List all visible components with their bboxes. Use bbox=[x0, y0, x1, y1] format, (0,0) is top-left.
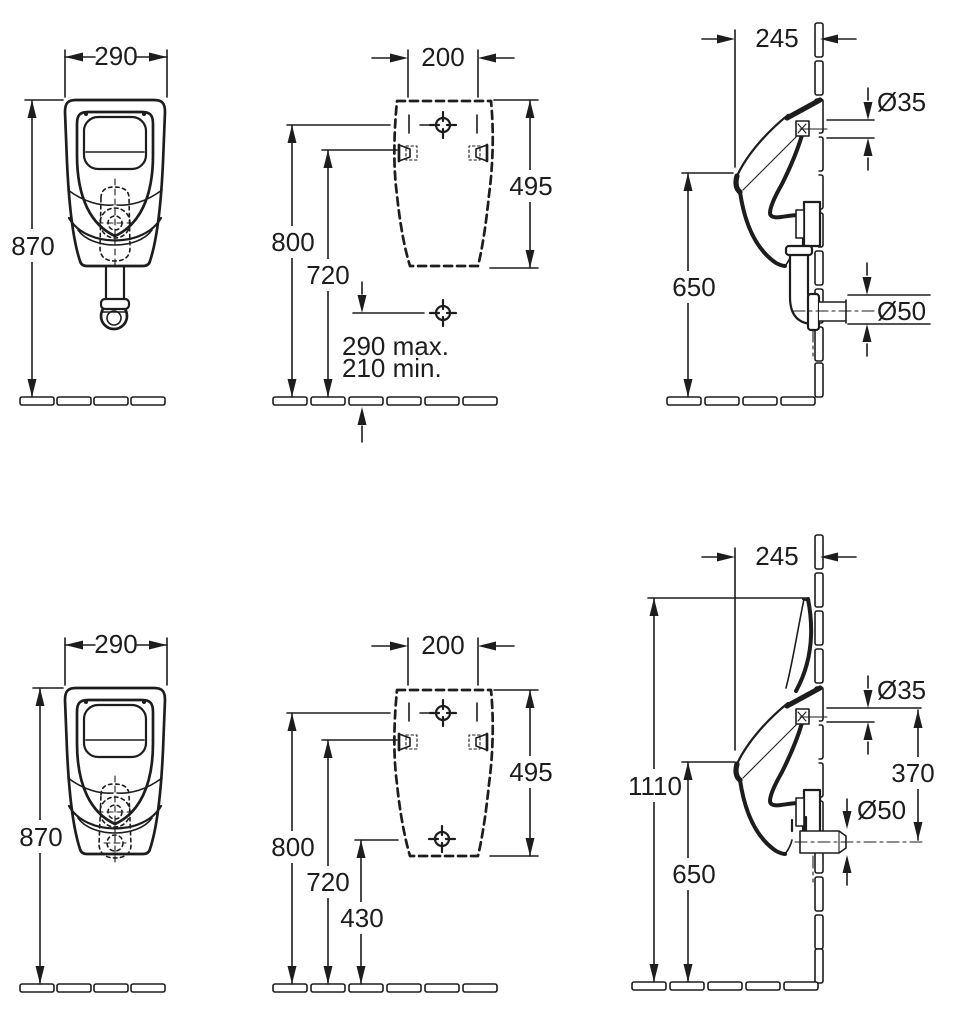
reference-lines bbox=[827, 120, 874, 138]
arrow-down-icon bbox=[358, 295, 367, 313]
floor-tile bbox=[425, 397, 459, 405]
dim-label-depth: 245 bbox=[755, 23, 799, 53]
floor-tile bbox=[746, 982, 780, 990]
dim-label-430: 430 bbox=[340, 903, 384, 933]
dim-template-height-495 bbox=[490, 100, 553, 268]
arrow-up-icon bbox=[650, 598, 659, 616]
dim-label-inlet-dia: Ø35 bbox=[877, 87, 927, 117]
dim-label-495: 495 bbox=[509, 171, 553, 201]
floor-tile bbox=[463, 397, 497, 405]
arrow-left-icon bbox=[65, 53, 83, 62]
spreader-dot-right bbox=[142, 700, 146, 704]
arrow-right-icon bbox=[149, 53, 167, 62]
spreader-dot-left bbox=[84, 112, 88, 116]
inlet-hole-crosshair bbox=[430, 112, 456, 138]
wall-tile bbox=[815, 327, 823, 361]
fixing-bracket-left bbox=[399, 734, 417, 750]
trap-top-flange bbox=[786, 246, 812, 255]
arrow-right-icon bbox=[717, 553, 735, 562]
dim-outlet-dia-50 bbox=[848, 263, 930, 356]
arrow-left-icon bbox=[478, 54, 496, 63]
dim-label-800: 800 bbox=[271, 227, 315, 257]
dim-label-650: 650 bbox=[672, 272, 716, 302]
arrow-down-icon bbox=[288, 966, 297, 984]
wall-tile bbox=[815, 573, 823, 607]
mounting-template-top bbox=[271, 42, 553, 442]
floor-tile bbox=[743, 397, 777, 405]
wall-tile bbox=[815, 23, 823, 57]
wall-tile bbox=[815, 949, 823, 983]
arrow-up-icon bbox=[358, 407, 367, 425]
mounting-block-inner bbox=[796, 798, 804, 826]
arrow-up-icon bbox=[324, 150, 333, 168]
rim-outline bbox=[77, 700, 153, 824]
spreader-dot-left bbox=[84, 700, 88, 704]
floor-tile bbox=[425, 984, 459, 992]
fixing-bracket-right bbox=[469, 145, 487, 161]
arrow-down-icon bbox=[324, 379, 333, 397]
floor-tile bbox=[667, 397, 701, 405]
arrow-left-icon bbox=[65, 641, 83, 650]
p-trap bbox=[786, 246, 876, 356]
floor-tile bbox=[57, 397, 91, 405]
dim-outlet-height-430 bbox=[340, 840, 398, 984]
dim-label-720: 720 bbox=[306, 867, 350, 897]
dim-hole-spacing-200 bbox=[372, 630, 514, 685]
arrow-right-icon bbox=[390, 642, 408, 651]
dim-height-870 bbox=[19, 688, 63, 984]
floor-tile bbox=[131, 984, 165, 992]
floor-tiles bbox=[20, 984, 165, 992]
arrow-up-icon bbox=[36, 688, 45, 706]
floor-tiles bbox=[632, 982, 818, 990]
arrow-up-icon bbox=[914, 710, 923, 728]
dim-label-370: 370 bbox=[891, 758, 935, 788]
wall-tile bbox=[815, 535, 823, 569]
arrow-down-icon bbox=[843, 811, 852, 829]
dim-height-870 bbox=[11, 100, 63, 397]
floor-tile bbox=[670, 982, 704, 990]
floor-tile bbox=[20, 397, 54, 405]
urinal-side-profile bbox=[736, 99, 827, 267]
dim-label-outlet-dia: Ø50 bbox=[857, 795, 907, 825]
arrow-down-icon bbox=[324, 966, 333, 984]
arrow-up-icon bbox=[288, 713, 297, 731]
arrow-up-icon bbox=[864, 722, 873, 740]
floor-tile bbox=[781, 397, 815, 405]
arrow-right-icon bbox=[149, 641, 167, 650]
dim-label-width: 290 bbox=[94, 629, 138, 659]
dim-width-290 bbox=[65, 629, 167, 685]
wall-tile bbox=[815, 363, 823, 397]
wall-tile bbox=[815, 251, 823, 285]
arrow-left-icon bbox=[478, 642, 496, 651]
floor-tiles bbox=[667, 397, 815, 405]
front-view-top bbox=[11, 41, 167, 405]
arrow-down-icon bbox=[914, 822, 923, 840]
floor-tile bbox=[131, 397, 165, 405]
dim-label-1110: 1110 bbox=[628, 771, 682, 801]
arrow-up-icon bbox=[864, 138, 873, 156]
flush-pipe-cover bbox=[785, 598, 812, 693]
urinal-side-profile bbox=[736, 687, 827, 855]
floor-tile bbox=[273, 397, 307, 405]
floor-tile bbox=[94, 397, 128, 405]
arrow-up-icon bbox=[526, 690, 535, 708]
arrow-down-icon bbox=[684, 379, 693, 397]
bowl-opening bbox=[84, 705, 146, 757]
arrow-up-icon bbox=[357, 840, 366, 858]
arrow-right-icon bbox=[717, 35, 735, 44]
dim-hole-spacing-200 bbox=[372, 42, 514, 97]
dim-label-outlet-max: 290 max. bbox=[342, 331, 449, 361]
arrow-down-icon bbox=[288, 379, 297, 397]
dim-template-height-495 bbox=[490, 690, 553, 856]
outlet-siphon bbox=[101, 266, 129, 329]
dim-rim-height-650 bbox=[672, 173, 733, 397]
dim-outlet-height-range bbox=[342, 282, 449, 442]
floor-tile bbox=[632, 982, 666, 990]
dim-label-width: 290 bbox=[94, 41, 138, 71]
floor-tile bbox=[784, 982, 818, 990]
arrow-down-icon bbox=[36, 966, 45, 984]
hidden-trap-dashed bbox=[97, 179, 133, 267]
fixing-bracket-right bbox=[469, 734, 487, 750]
dim-label-inlet-dia: Ø35 bbox=[877, 675, 927, 705]
bowl-opening bbox=[84, 117, 146, 169]
arrow-down-icon bbox=[864, 102, 873, 120]
wall-tile bbox=[815, 611, 823, 645]
dim-label-720: 720 bbox=[306, 260, 350, 290]
side-view-top bbox=[667, 23, 930, 405]
dim-outlet-dia-50 bbox=[843, 795, 907, 885]
wall-tile bbox=[815, 649, 823, 683]
arrow-down-icon bbox=[28, 379, 37, 397]
dim-label-height: 870 bbox=[11, 231, 55, 261]
floor-tile bbox=[387, 984, 421, 992]
floor-tile bbox=[311, 984, 345, 992]
spreader-dot-right bbox=[142, 112, 146, 116]
rim-outline bbox=[77, 112, 153, 236]
arrow-down-icon bbox=[684, 964, 693, 982]
dim-label-spacing: 200 bbox=[421, 42, 465, 72]
floor-tile bbox=[273, 984, 307, 992]
arrow-down-icon bbox=[526, 250, 535, 268]
arrow-down-icon bbox=[864, 690, 873, 708]
front-view-bottom bbox=[19, 629, 167, 992]
floor-tile bbox=[349, 984, 383, 992]
mounting-block bbox=[804, 202, 820, 246]
dim-width-290 bbox=[65, 41, 167, 97]
floor-tile bbox=[387, 397, 421, 405]
dim-label-outlet-dia: Ø50 bbox=[877, 296, 927, 326]
cover-fill bbox=[785, 598, 812, 693]
arrow-down-icon bbox=[650, 964, 659, 982]
side-view-bottom bbox=[627, 535, 937, 990]
dim-label-495: 495 bbox=[509, 757, 553, 787]
dim-label-spacing: 200 bbox=[421, 630, 465, 660]
wall-hub-flange bbox=[808, 294, 819, 330]
mounting-block-inner bbox=[796, 210, 804, 238]
floor-tile bbox=[20, 984, 54, 992]
siphon-collar bbox=[101, 299, 129, 309]
outlet-hole-crosshair bbox=[429, 826, 455, 852]
floor-tile bbox=[311, 397, 345, 405]
arrow-right-icon bbox=[390, 54, 408, 63]
arrow-up-icon bbox=[863, 324, 872, 342]
floor-tile bbox=[705, 397, 739, 405]
floor-tile bbox=[94, 984, 128, 992]
dim-label-650: 650 bbox=[672, 859, 716, 889]
floor-tiles bbox=[20, 397, 165, 405]
arrow-up-icon bbox=[526, 100, 535, 118]
arrow-up-icon bbox=[684, 762, 693, 780]
dim-label-800: 800 bbox=[271, 832, 315, 862]
outlet-hole-crosshair bbox=[430, 300, 456, 326]
wall-tile bbox=[815, 61, 823, 95]
arrow-up-icon bbox=[28, 100, 37, 118]
mounting-template-bottom bbox=[271, 630, 553, 992]
dim-label-height: 870 bbox=[19, 822, 63, 852]
dim-label-depth: 245 bbox=[755, 541, 799, 571]
floor-tiles bbox=[273, 397, 497, 405]
inlet-hole-crosshair bbox=[430, 700, 456, 726]
floor-tile bbox=[463, 984, 497, 992]
arrow-up-icon bbox=[843, 855, 852, 873]
wall-tile bbox=[815, 877, 823, 911]
outlet-pipe bbox=[106, 266, 124, 299]
fixing-bracket-left bbox=[399, 145, 417, 161]
floor-tile bbox=[349, 397, 383, 405]
floor-tiles bbox=[273, 984, 497, 992]
dim-label-outlet-min: 210 min. bbox=[342, 353, 442, 383]
reference-lines bbox=[827, 708, 921, 722]
arrow-up-icon bbox=[324, 740, 333, 758]
arrow-up-icon bbox=[288, 125, 297, 143]
dim-inlet-dia-35 bbox=[827, 87, 926, 170]
arrow-down-icon bbox=[357, 966, 366, 984]
floor-tile bbox=[57, 984, 91, 992]
floor-tile bbox=[708, 982, 742, 990]
dim-inlet-dia-35 bbox=[827, 675, 926, 754]
arrow-down-icon bbox=[863, 277, 872, 295]
arrow-down-icon bbox=[526, 838, 535, 856]
wall-tile bbox=[815, 915, 823, 949]
hidden-trap-dashed bbox=[97, 776, 133, 864]
arrow-up-icon bbox=[684, 173, 693, 191]
dim-bracket-height-720 bbox=[306, 740, 397, 984]
